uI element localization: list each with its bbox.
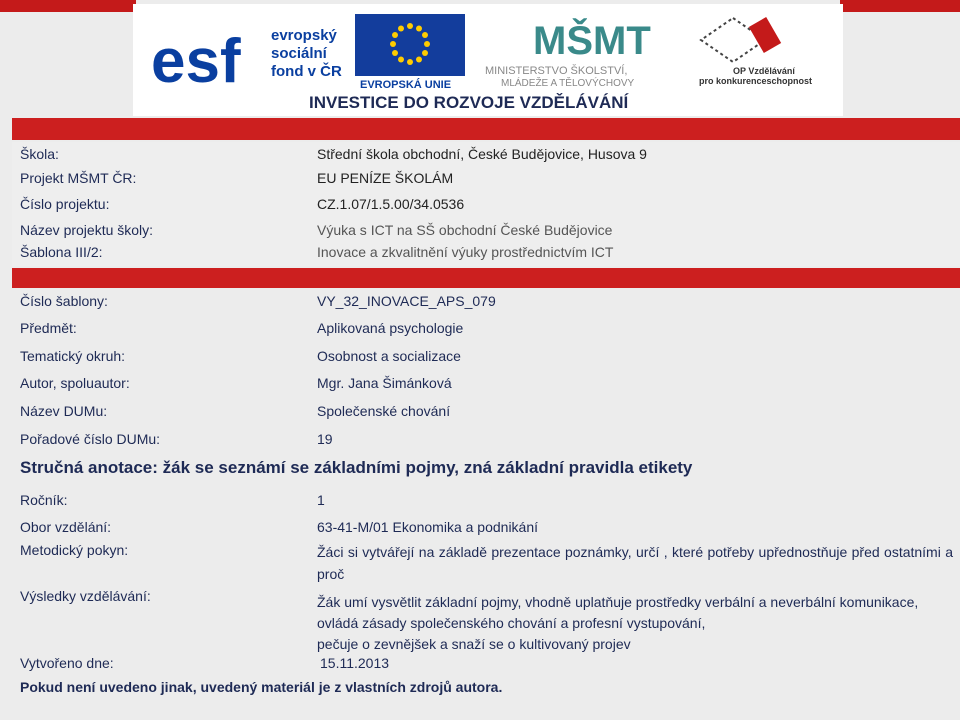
value-sablona: Inovace a zkvalitnění výuky prostřednictvím ICT	[317, 244, 614, 260]
value-tematicky-okruh: Osobnost a socializace	[317, 348, 461, 364]
msmt-text-1: MINISTERSTVO ŠKOLSTVÍ,	[485, 65, 628, 77]
footer-note: Pokud není uvedeno jinak, uvedený materiál je z vlastních zdrojů autora.	[20, 679, 503, 695]
label-metodicky-pokyn: Metodický pokyn:	[20, 542, 129, 558]
esf-text-3: fond v ČR	[271, 63, 342, 80]
op-text-1: OP Vzdělávání	[733, 66, 795, 76]
value-nazev-dumu: Společenské chování	[317, 403, 451, 419]
value-obor: 63-41-M/01 Ekonomika a podnikání	[317, 519, 539, 535]
eu-flag-logo	[355, 14, 465, 91]
vysledky-line-1: Žák umí vysvětlit základní pojmy, vhodně uplatňuje prostředky verbální a neverbální komunikace,	[317, 594, 919, 610]
label-nazev-projektu: Název projektu školy:	[20, 222, 154, 238]
label-projekt: Projekt MŠMT ČR:	[20, 170, 137, 186]
value-autor: Mgr. Jana Šimánková	[317, 375, 452, 391]
value-cislo-projektu: CZ.1.07/1.5.00/34.0536	[317, 196, 465, 212]
esf-logo	[151, 27, 342, 96]
value-poradove-cislo: 19	[317, 431, 333, 447]
red-band-middle	[12, 268, 960, 288]
label-skola: Škola:	[20, 146, 59, 162]
label-autor: Autor, spoluautor:	[20, 375, 130, 391]
op-text-2: pro konkurenceschopnost	[699, 76, 813, 86]
top-red-left	[0, 0, 136, 12]
label-vytvoreno: Vytvořeno dne:	[20, 655, 114, 671]
label-tematicky-okruh: Tematický okruh:	[20, 348, 126, 364]
red-band-top	[12, 118, 960, 140]
anotace: Stručná anotace: žák se seznámí se základními pojmy, zná základní pravidla etikety	[20, 458, 693, 477]
msmt-logo	[485, 17, 651, 89]
value-metodicky-pokyn: Žáci si vytvářejí na základě prezentace poznámky, určí , které potřeby upřednostňuje před ostatními a proč	[317, 544, 953, 582]
label-rocnik: Ročník:	[20, 492, 68, 508]
label-nazev-dumu: Název DUMu:	[20, 403, 108, 419]
value-rocnik: 1	[317, 492, 325, 508]
esf-mark: esf	[151, 27, 241, 96]
esf-text-2: sociální	[271, 45, 327, 62]
value-predmet: Aplikovaná psychologie	[317, 320, 464, 336]
value-nazev-projektu: Výuka s ICT na SŠ obchodní České Budějovice	[317, 222, 613, 238]
msmt-mark: MŠMT	[533, 19, 651, 63]
value-skola: Střední škola obchodní, České Budějovice, Husova 9	[317, 146, 647, 162]
msmt-text-2: MLÁDEŽE A TĚLOVÝCHOVY	[501, 78, 635, 89]
vysledky-line-2: ovládá zásady společenského chování a profesní vystupování,	[317, 615, 706, 631]
label-vysledky: Výsledky vzdělávání:	[20, 588, 151, 604]
op-tag	[749, 17, 781, 53]
label-cislo-sablony: Číslo šablony:	[20, 293, 108, 309]
banner-text: INVESTICE DO ROZVOJE VZDĚLÁVÁNÍ	[309, 93, 629, 112]
eu-label: EVROPSKÁ UNIE	[360, 79, 452, 91]
label-sablona: Šablona III/2:	[20, 244, 103, 260]
op-logo	[699, 17, 812, 86]
value-cislo-sablony: VY_32_INOVACE_APS_079	[317, 293, 496, 309]
value-vysledky	[317, 592, 957, 655]
label-cislo-projektu: Číslo projektu:	[20, 196, 110, 212]
vysledky-line-3: pečuje o zevnějšek a snaží se o kultivovaný projev	[317, 636, 631, 652]
logos-svg	[133, 4, 843, 116]
label-poradove-cislo: Pořadové číslo DUMu:	[20, 431, 161, 447]
logo-strip	[133, 4, 843, 116]
label-predmet: Předmět:	[20, 320, 77, 336]
value-vytvoreno: 15.11.2013	[320, 655, 390, 671]
esf-text-1: evropský	[271, 27, 337, 44]
value-projekt: EU PENÍZE ŠKOLÁM	[317, 170, 454, 186]
top-red-right	[840, 0, 960, 12]
label-obor: Obor vzdělání:	[20, 519, 112, 535]
